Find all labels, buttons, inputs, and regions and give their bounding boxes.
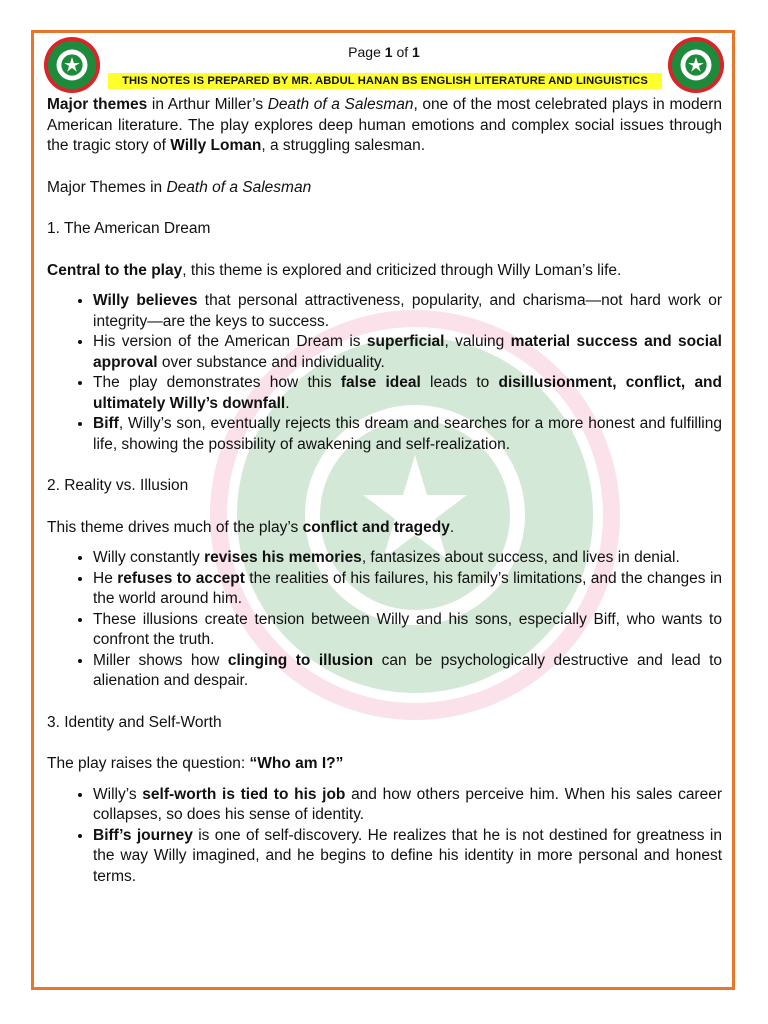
theme-3-list xyxy=(47,785,722,888)
theme-1-list xyxy=(47,291,722,455)
list-item: • These illusions create tension between Willy and his sons, especially Biff, who wants to confront the truth. xyxy=(93,610,722,651)
list-item: • He refuses to accept the realities of his failures, his family’s limitations, and the changes in the world around him. xyxy=(93,569,722,610)
intro-paragraph: Major themes in Arthur Miller’s Death of a Salesman, one of the most celebrated plays in modern American literature. The play explores deep human emotions and complex social issues through the tragic story of Willy Loman, a struggling salesman. xyxy=(47,96,722,154)
list-item: • Willy believes that personal attractiveness, popularity, and charisma—not hard work or integrity—are the keys to success. xyxy=(93,291,722,332)
list-item: • Willy constantly revises his memories, fantasizes about success, and lives in denial. xyxy=(93,548,722,569)
page-number: Page 1 of 1 xyxy=(348,44,420,60)
section-title: Major Themes in Death of a Salesman xyxy=(47,178,312,196)
theme-1-heading: 1. The American Dream xyxy=(47,220,211,237)
document-body xyxy=(47,95,722,887)
theme-3-lead: The play raises the question: “Who am I?” xyxy=(47,755,344,772)
list-item: • Biff, Willy’s son, eventually rejects this dream and searches for a more honest and fulfilling life, showing the possibility of awakening and self-realization. xyxy=(93,414,722,455)
list-item: • Miller shows how clinging to illusion can be psychologically destructive and lead to alienation and despair. xyxy=(93,651,722,692)
list-item: • The play demonstrates how this false ideal leads to disillusionment, conflict, and ultimately Willy’s downfall. xyxy=(93,373,722,414)
theme-2-lead: This theme drives much of the play’s conflict and tragedy. xyxy=(47,518,455,536)
theme-3-heading: 3. Identity and Self-Worth xyxy=(47,713,222,731)
list-item: • Biff’s journey is one of self-discovery. He realizes that he is not destined for greatness in the way Willy imagined, and he begins to define his identity in more personal and honest terms. xyxy=(93,826,722,888)
theme-2-heading: 2. Reality vs. Illusion xyxy=(47,477,189,494)
list-item: • Willy’s self-worth is tied to his job and how others perceive him. When his sales career collapses, so does his sense of identity. xyxy=(93,785,722,826)
prepared-by-banner: THIS NOTES IS PREPARED BY MR. ABDUL HANAN BS ENGLISH LITERATURE AND LINGUISTICS xyxy=(108,73,662,89)
list-item: • His version of the American Dream is superficial, valuing material success and social approval over substance and individuality. xyxy=(93,332,722,373)
theme-1-lead: Central to the play, this theme is explored and criticized through Willy Loman’s life. xyxy=(47,261,622,279)
theme-2-list xyxy=(47,548,722,692)
